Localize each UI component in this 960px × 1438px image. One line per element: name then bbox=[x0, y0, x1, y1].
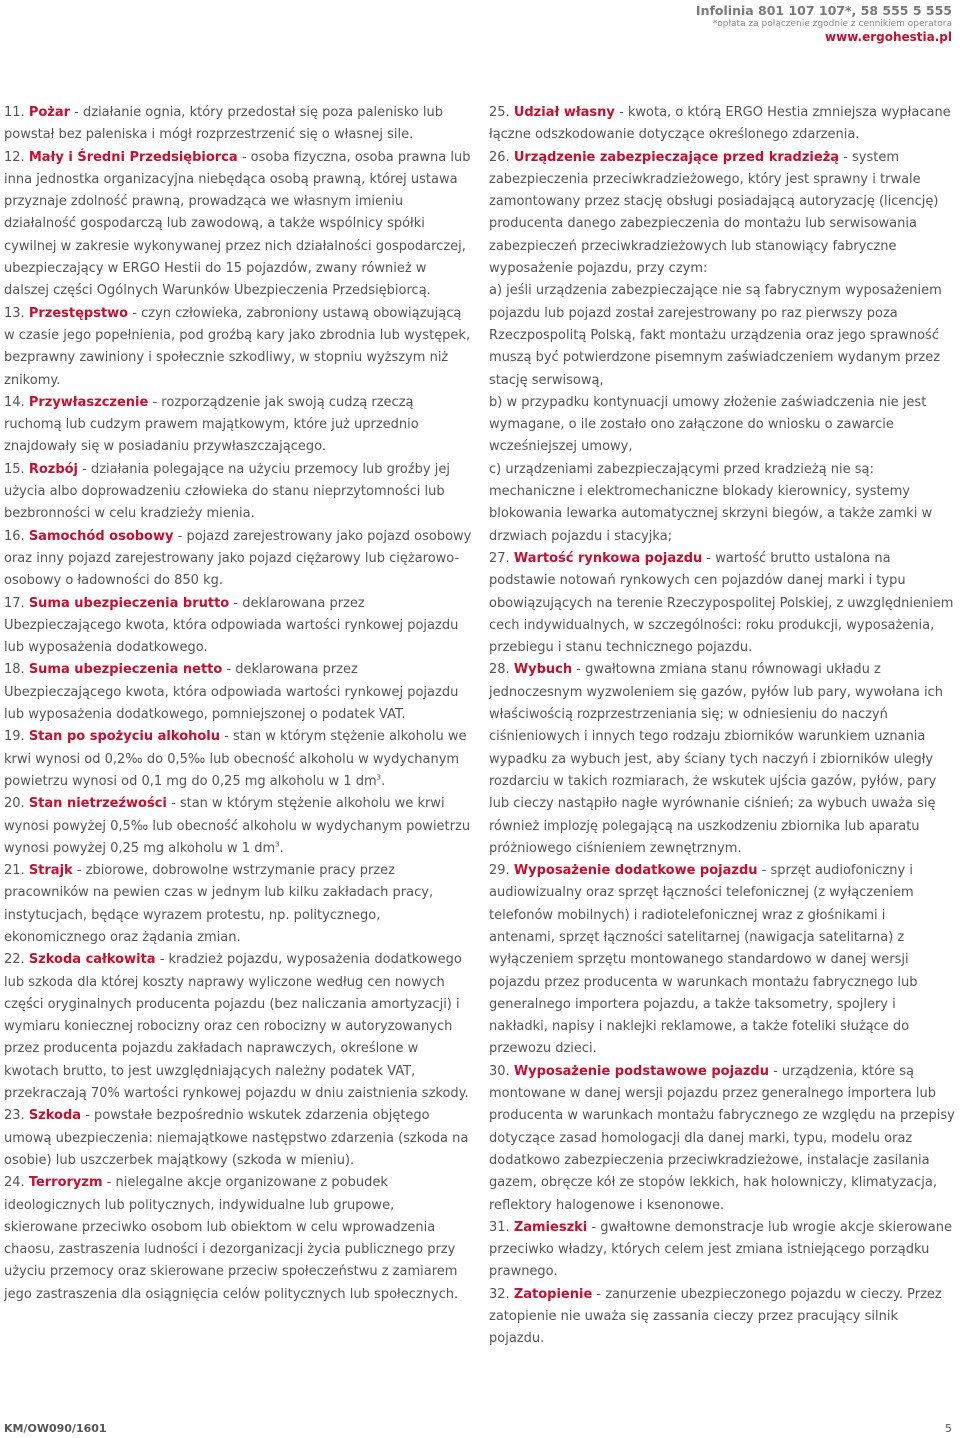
definition-number: 14. bbox=[4, 394, 29, 410]
definition-term: Mały i Średni Przedsiębiorca bbox=[28, 149, 238, 165]
definition-term: Strajk bbox=[28, 863, 73, 879]
definition-term: Zamieszki bbox=[513, 1219, 588, 1235]
definition-text-end: . bbox=[381, 773, 386, 789]
definition-number: 29. bbox=[489, 863, 514, 879]
definition-item bbox=[489, 659, 955, 860]
definition-text: - wartość brutto ustalona na podstawie notowań rynkowych cen pojazdów danej marki i typu obowiązujących na terenie Rzeczypospolitej Polskiej, z uwzględnieniem cech indywidualnych, w szczególności: roku produkcji, wyposażenia, przebiegu i stanu technicznego pojazdu. bbox=[489, 550, 954, 656]
definition-subitem: c) urządzeniami zabezpieczającymi przed kradzieżą nie są: mechaniczne i elektromechaniczne blokady kierownicy, systemy blokowania lewarka automatycznej skrzyni biegów, a także zamki w drzwiach pojazdu i stacyjka; bbox=[489, 461, 933, 544]
definition-item bbox=[489, 860, 955, 1061]
definition-term: Suma ubezpieczenia netto bbox=[28, 662, 223, 678]
definition-text: - zanurzenie ubezpieczonego pojazdu w cieczy. Przez zatopienie nie uważa się zassania cieczy przez pracujący silnik pojazdu. bbox=[489, 1286, 942, 1347]
definition-item bbox=[4, 860, 472, 949]
definition-item bbox=[4, 1172, 472, 1306]
definition-text: - deklarowana przez Ubezpieczającego kwota, która odpowiada wartości rynkowej pojazdu lub wyposażenia dodatkowego, pomniejszonej o podatek VAT. bbox=[4, 662, 459, 723]
definition-term: Zatopienie bbox=[513, 1286, 593, 1302]
header-contact bbox=[696, 4, 952, 45]
definition-number: 15. bbox=[4, 461, 29, 477]
website-link[interactable]: www.ergohestia.pl bbox=[825, 30, 952, 44]
definition-item bbox=[489, 1284, 955, 1351]
definition-number: 31. bbox=[489, 1219, 514, 1235]
definition-item bbox=[489, 102, 955, 147]
definition-text: - gwałtowne demonstracje lub wrogie akcje skierowane przeciwko władzy, których celem jest zmiana istniejącego porządku prawnego. bbox=[489, 1219, 952, 1280]
definition-text: - zbiorowe, dobrowolne wstrzymanie pracy przez pracowników na pewien czas w jednym lub kilku zakładach pracy, instytucjach, będące wyrazem protestu, np. politycznego, ekonomicznego oraz żądania zmian. bbox=[4, 863, 434, 945]
definition-item bbox=[4, 526, 472, 593]
definition-item bbox=[4, 949, 472, 1105]
definition-number: 28. bbox=[489, 662, 514, 678]
definition-term: Wyposażenie podstawowe pojazdu bbox=[513, 1063, 769, 1079]
definition-item bbox=[4, 1105, 472, 1172]
definition-term: Samochód osobowy bbox=[28, 528, 174, 544]
definition-text: - pojazd zarejestrowany jako pojazd osobowy oraz inny pojazd zarejestrowany jako pojazd ciężarowy lub ciężarowo-osobowy o ładowności do 850 kg. bbox=[4, 528, 472, 589]
definition-text: - działania polegające na użyciu przemocy lub groźby jej użycia albo doprowadzeniu człowieka do stanu nieprzytomności lub bezbronności w celu kradzieży mienia. bbox=[4, 461, 450, 522]
left-column bbox=[4, 102, 472, 1306]
definition-subitem: a) jeśli urządzenia zabezpieczające nie są fabrycznym wyposażeniem pojazdu lub pojazd został zarejestrowany po raz pierwszy poza Rzeczpospolitą Polską, fakt montażu urządzenia oraz jego sprawność muszą być potwierdzone pisemnym zaświadczeniem wydanym przez stację serwisową, bbox=[489, 283, 942, 388]
definition-text: - osoba fizyczna, osoba prawna lub inna jednostka organizacyjna niebędąca osobą prawną, której ustawa przyznaje zdolność prawną, prowadząca we własnym imieniu działalność gospodarczą lub zawodową, a także wspólnicy spółki cywilnej w zakresie wykonywanej przez nich działalności gospodarczej, ubezpieczający w ERGO Hestii do 15 pojazdów, zwany również w dalszej części Ogólnych Warunków Ubezpieczenia Przedsiębiorcą. bbox=[4, 149, 471, 299]
definition-term: Stan nietrzeźwości bbox=[28, 796, 167, 812]
definition-text: - stan w którym stężenie alkoholu we krwi wynosi od 0,2‰ do 0,5‰ lub obecność alkoholu w wydychanym powietrzu wynosi od 0,1 mg do 0,25 mg alkoholu w 1 dm bbox=[4, 729, 467, 789]
definition-number: 13. bbox=[4, 305, 29, 321]
definition-number: 21. bbox=[4, 863, 29, 879]
definition-number: 19. bbox=[4, 729, 29, 745]
definition-text: - nielegalne akcje organizowane z pobudek ideologicznych lub politycznych, indywidualne lub grupowe, skierowane przeciwko osobom lub obiektom w celu wprowadzenia chaosu, zastraszenia ludności i dezorganizacji życia publicznego przy użyciu przemocy oraz skierowane przeciw społeczeństwu z zamiarem jego zastraszenia dla osiągnięcia celów politycznych lub społecznych. bbox=[4, 1175, 459, 1302]
definition-text: - deklarowana przez Ubezpieczającego kwota, która odpowiada wartości rynkowej pojazdu lub wyposażenia dodatkowego. bbox=[4, 595, 459, 656]
definition-item bbox=[4, 392, 472, 459]
definition-number: 26. bbox=[489, 149, 514, 165]
definition-item bbox=[489, 147, 955, 281]
definition-term: Udział własny bbox=[513, 105, 615, 120]
definition-term: Przywłaszczenie bbox=[28, 394, 149, 410]
definition-item bbox=[4, 793, 472, 860]
definition-number: 30. bbox=[489, 1063, 514, 1079]
definition-number: 17. bbox=[4, 595, 29, 611]
definition-number: 18. bbox=[4, 662, 29, 678]
definition-term: Wartość rynkowa pojazdu bbox=[513, 550, 703, 566]
definition-item bbox=[489, 548, 955, 659]
definition-item bbox=[4, 593, 472, 660]
definition-item bbox=[4, 726, 472, 793]
definition-term: Szkoda bbox=[28, 1108, 82, 1124]
definition-text: - kradzież pojazdu, wyposażenia dodatkowego lub szkoda dla której koszty naprawy wyliczone według cen nowych części oryginalnych producenta pojazdu (bez naliczania amortyzacji) i wymiaru koniecznej robocizny oraz cen robocizny w autoryzowanych przez producenta pojazdu zakładach naprawczych, określone w kwotach brutto, to jest uwzględniających należny podatek VAT, przekraczają 70% wartości rynkowej pojazdu w dniu zaistnienia szkody. bbox=[4, 952, 469, 1102]
definition-number: 12. bbox=[4, 149, 29, 165]
definition-term: Wybuch bbox=[513, 662, 573, 678]
definition-text: - kwota, o którą ERGO Hestia zmniejsza wypłacane łączne odszkodowanie dotyczące określonego zdarzenia. bbox=[489, 105, 951, 143]
definition-text-end: . bbox=[279, 840, 284, 856]
definition-term: Przestępstwo bbox=[28, 305, 129, 321]
definition-number: 23. bbox=[4, 1108, 29, 1124]
definition-number: 20. bbox=[4, 796, 29, 812]
definition-term: Rozbój bbox=[28, 461, 79, 477]
fee-note: *opłata za połączenie zgodnie z cennikiem operatora bbox=[712, 19, 952, 29]
definition-number: 32. bbox=[489, 1286, 514, 1302]
superscript: 3 bbox=[376, 773, 382, 782]
definition-term: Stan po spożyciu alkoholu bbox=[28, 729, 221, 745]
definition-term: Terroryzm bbox=[28, 1175, 103, 1191]
definition-term: Szkoda całkowita bbox=[28, 952, 156, 968]
page-number: 5 bbox=[945, 1422, 952, 1435]
definition-text: - sprzęt audiofoniczny i audiowizualny oraz sprzęt łączności telefonicznej (z wyłączeniem telefonów mobilnych) i radiotelefonicznej wraz z głośnikami i antenami, sprzęt łączności satelitarnej (nawigacja satelitarna) z wyłączeniem sprzętu montowanego standardowo w danej wersji pojazdu przez producenta w warunkach montażu fabrycznego lub generalnego importera pojazdu, a także taksometry, spojlery i nakładki, napisy i naklejki reklamowe, a także foteliki służące do przewozu dzieci. bbox=[489, 863, 918, 1057]
definition-term: Wyposażenie dodatkowe pojazdu bbox=[513, 863, 758, 879]
definition-subitem: b) w przypadku kontynuacji umowy złożenie zaświadczenia nie jest wymagane, o ile zostało ono załączone do wniosku o zawarcie wcześniejszej umowy, bbox=[489, 394, 927, 455]
definition-text: - system zabezpieczenia przeciwkradzieżowego, który jest sprawny i trwale zamontowany przez stację obsługi posiadającą autoryzację (licencję) producenta danego zabezpieczenia do montażu lub serwisowania zabezpieczeń przeciwkradzieżowych lub stanowiący fabryczne wyposażenie pojazdu, przy czym: bbox=[489, 149, 939, 277]
definition-number: 22. bbox=[4, 952, 29, 968]
definition-text: - powstałe bezpośrednio wskutek zdarzenia objętego umową ubezpieczenia: niemajątkowe następstwo zdarzenia (szkoda na osobie) lub uszczerbek majątkowy (szkoda w mieniu). bbox=[4, 1108, 469, 1168]
definition-text: - działanie ognia, który przedostał się poza palenisko lub powstał bez paleniska i mógł rozprzestrzenić się o własnej sile. bbox=[4, 105, 443, 143]
definition-item bbox=[4, 459, 472, 526]
definition-item bbox=[489, 1217, 955, 1284]
superscript: 3 bbox=[275, 840, 280, 849]
definition-item bbox=[4, 147, 472, 303]
definition-item bbox=[4, 303, 472, 392]
definition-number: 27. bbox=[489, 550, 514, 566]
definition-text: - gwałtowna zmiana stanu równowagi układu z jednoczesnym wyzwoleniem się gazów, pyłów lub pary, wywołana ich właściwością rozprzestrzeniania się; w odniesieniu do naczyń ciśnieniowych i innych tego rodzaju zbiorników warunkiem uznania wypadku za wybuch jest, aby ściany tych naczyń i zbiorników uległy rozdarciu w takich rozmiarach, że wskutek ujścia gazów, pyłów, pary lub cieczy nastąpiło nagłe wyrównanie ciśnień; za wybuch uważa się również implozję polegającą na uszkodzeniu zbiornika lub aparatu próżniowego ciśnieniem zewnętrznym. bbox=[489, 662, 943, 856]
definition-term: Suma ubezpieczenia brutto bbox=[28, 595, 230, 611]
right-column bbox=[489, 102, 955, 1351]
definition-item bbox=[489, 1061, 955, 1217]
definition-number: 16. bbox=[4, 528, 29, 544]
definition-text: - stan w którym stężenie alkoholu we krwi wynosi powyżej 0,5‰ lub obecność alkoholu w wydychanym powietrzu wynosi powyżej 0,25 mg alkoholu w 1 dm bbox=[4, 796, 471, 856]
definition-item bbox=[4, 102, 472, 147]
hotline-text: Infolinia 801 107 107*, 58 555 5 555 bbox=[695, 3, 952, 18]
definition-number: 11. bbox=[4, 105, 29, 120]
definition-term: Pożar bbox=[28, 105, 71, 120]
definition-number: 24. bbox=[4, 1175, 29, 1191]
definition-text: - czyn człowieka, zabroniony ustawą obowiązującą w czasie jego popełnienia, pod groźbą kary jako zbrodnia lub występek, bezprawny zawiniony i społecznie szkodliwy, w stopniu wyższym niż znikomy. bbox=[4, 305, 471, 388]
definition-number: 25. bbox=[489, 105, 514, 120]
document-code: KM/OW090/1601 bbox=[4, 1422, 107, 1435]
definition-text: - urządzenia, które są montowane w danej wersji pojazdu przez generalnego importera lub producenta w warunkach montażu fabrycznego ze względu na przepisy dotyczące zasad homologacji dla danej marki, typu, modelu oraz dodatkowo zabezpieczenia przeciwkradzieżowe, instalacje zasilania gazem, obręcze kół ze stopów lekkich, hak holowniczy, klimatyzacja, reflektory halogenowe i ksenonowe. bbox=[489, 1063, 955, 1213]
definition-term: Urządzenie zabezpieczające przed kradzieżą bbox=[513, 149, 840, 165]
definition-item bbox=[4, 659, 472, 726]
definition-text: - rozporządzenie jak swoją cudzą rzeczą ruchomą lub cudzym prawem majątkowym, które już uprzednio znajdowały się w posiadaniu przywłaszczającego. bbox=[4, 394, 419, 455]
